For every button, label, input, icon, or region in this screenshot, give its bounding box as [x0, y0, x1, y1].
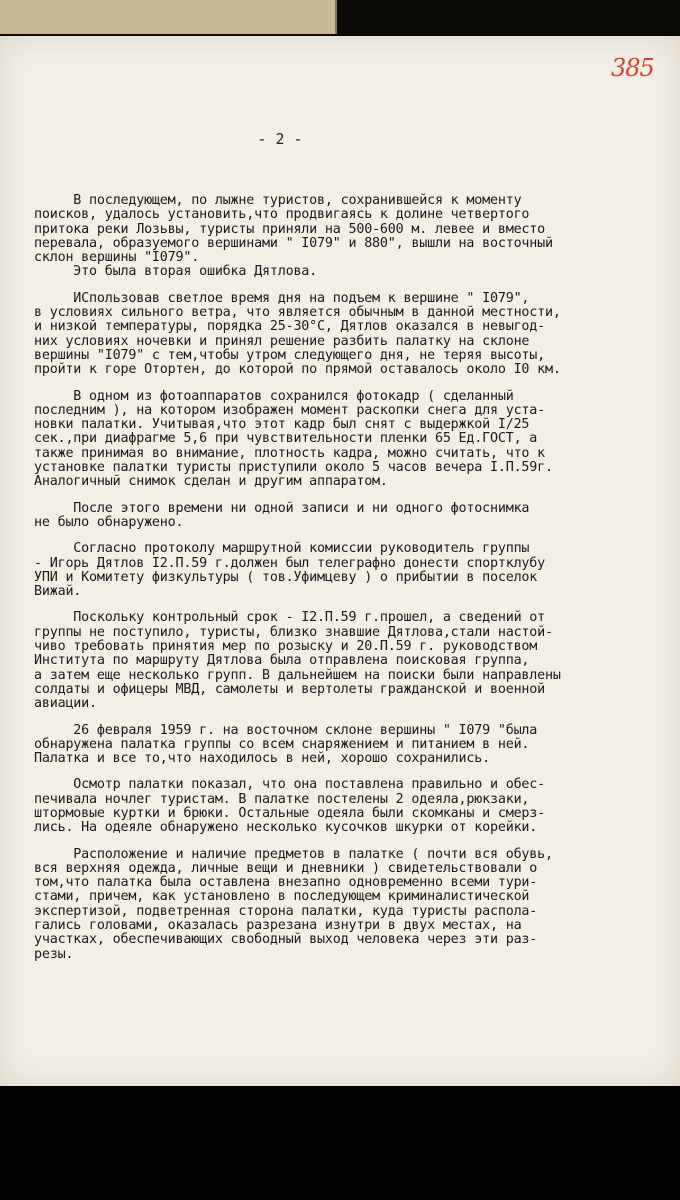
- paragraph: [34, 502, 674, 531]
- text-line: притока реки Лозьвы, туристы приняли на 500-600 м. левее и вместо: [34, 221, 546, 237]
- text-line: Осмотр палатки показал, что она поставлена правильно и обес-: [34, 777, 546, 793]
- folder-card-edge: [0, 0, 337, 34]
- paragraph: [34, 542, 674, 599]
- text-line: том,что палатка была оставлена внезапно одновременно всеми тури-: [34, 875, 538, 891]
- text-line: Поскольку контрольный срок - I2.П.59 г.прошел, а сведений от: [34, 610, 546, 626]
- paragraph: [34, 292, 674, 378]
- text-line: сек.,при диафрагме 5,6 при чувствительности пленки 65 Ед.ГОСТ, а: [34, 431, 538, 447]
- text-line: экспертизой, подветренная сторона палатки, куда туристы распола-: [34, 903, 538, 919]
- text-line: печивала ночлег туристам. В палатке постелены 2 одеяла,рюкзаки,: [34, 791, 530, 807]
- paragraph: [34, 390, 674, 490]
- text-line: резы.: [34, 946, 74, 962]
- text-line: В последующем, по лыжне туристов, сохранившейся к моменту: [34, 193, 522, 208]
- text-line: пройти к горе Отортен, до которой по прямой оставалось около I0 км.: [34, 362, 561, 378]
- text-line: группы не поступило, туристы, близко знавшие Дятлова,стали настой-: [34, 624, 553, 640]
- text-line: в условиях сильного ветра, что является обычным в данной местности,: [34, 305, 561, 321]
- paragraph: [34, 194, 674, 280]
- archive-page-number: 385: [611, 54, 654, 82]
- text-line: - Игорь Дятлов I2.П.59 г.должен был телеграфно донести спортклубу: [34, 555, 546, 571]
- page-number: - 2 -: [257, 130, 303, 148]
- paragraph: [34, 611, 674, 711]
- text-line: Палатка и все то,что находилось в ней, хорошо сохранились.: [34, 751, 490, 767]
- text-line: вершины "I079" с тем,чтобы утром следующего дня, не теряя высоты,: [34, 347, 546, 363]
- text-line: Института по маршруту Дятлова была отправлена поисковая группа,: [34, 653, 530, 669]
- text-line: Это была вторая ошибка Дятлова.: [34, 264, 318, 280]
- text-line: поисков, удалось установить,что продвигаясь к долине четвертого: [34, 207, 530, 223]
- scan-bottom-background: [0, 1086, 680, 1200]
- text-line: Аналогичный снимок сделан и другим аппаратом.: [34, 474, 388, 490]
- text-line: ИСпользовав светлое время дня на подъем к вершине " I079",: [34, 290, 530, 306]
- text-line: склон вершины "I079".: [34, 250, 200, 266]
- text-line: В одном из фотоаппаратов сохранился фотокадр ( сделанный: [34, 388, 514, 404]
- text-line: новки палатки. Учитывая,что этот кадр был снят с выдержкой I/25: [34, 417, 530, 433]
- text-line: и низкой температуры, порядка 25-30°С, Дятлов оказался в невыгод-: [34, 319, 546, 335]
- text-line: Расположение и наличие предметов в палатке ( почти вся обувь,: [34, 846, 553, 862]
- text-line: 26 февраля 1959 г. на восточном склоне вершины " I079 "была: [34, 722, 538, 738]
- text-line: также принимая во внимание, плотность кадра, можно считать, что к: [34, 445, 546, 461]
- text-line: перевала, образуемого вершинами " I079" и 880", вышли на восточный: [34, 235, 553, 251]
- text-line: обнаружена палатка группы со всем снаряжением и питанием в ней.: [34, 736, 530, 752]
- text-line: УПИ и Комитету физкультуры ( тов.Уфимцеву ) о прибытии в поселок: [34, 569, 538, 585]
- text-line: лись. На одеяле обнаружено несколько кусочков шкурки от корейки.: [34, 820, 538, 836]
- text-line: чиво требовать принятия мер по розыску и 20.П.59 г. руководством: [34, 639, 538, 655]
- text-line: стами, причем, как установлено в последующем криминалистической: [34, 889, 530, 905]
- paragraph: [34, 778, 674, 835]
- text-line: а затем еще несколько групп. В дальнейшем на поиски были направлены: [34, 667, 561, 683]
- text-line: участках, обеспечивающих свободный выход человека через эти раз-: [34, 932, 538, 948]
- text-line: вся верхняя одежда, личные вещи и дневники ) свидетельствовали о: [34, 860, 538, 876]
- text-line: Вижай.: [34, 584, 82, 600]
- text-line: них условиях ночевки и принял решение разбить палатку на склоне: [34, 333, 530, 349]
- text-line: последним ), на котором изображен момент раскопки снега для уста-: [34, 402, 546, 418]
- text-line: штормовые куртки и брюки. Остальные одеяла были скомканы и смерз-: [34, 805, 546, 821]
- text-line: гались головами, оказалась разрезана изнутри в двух местах, на: [34, 918, 522, 934]
- paragraph: [34, 724, 674, 767]
- document-body: [34, 194, 674, 974]
- text-line: авиации.: [34, 696, 97, 712]
- text-line: установке палатки туристы приступили около 5 часов вечера I.П.59г.: [34, 460, 553, 476]
- text-line: не было обнаружено.: [34, 514, 184, 530]
- text-line: После этого времени ни одной записи и ни одного фотоснимка: [34, 500, 530, 516]
- paragraph: [34, 848, 674, 962]
- text-line: солдаты и офицеры МВД, самолеты и вертолеты гражданской и военной: [34, 681, 546, 697]
- text-line: Согласно протоколу маршрутной комиссии руководитель группы: [34, 541, 530, 557]
